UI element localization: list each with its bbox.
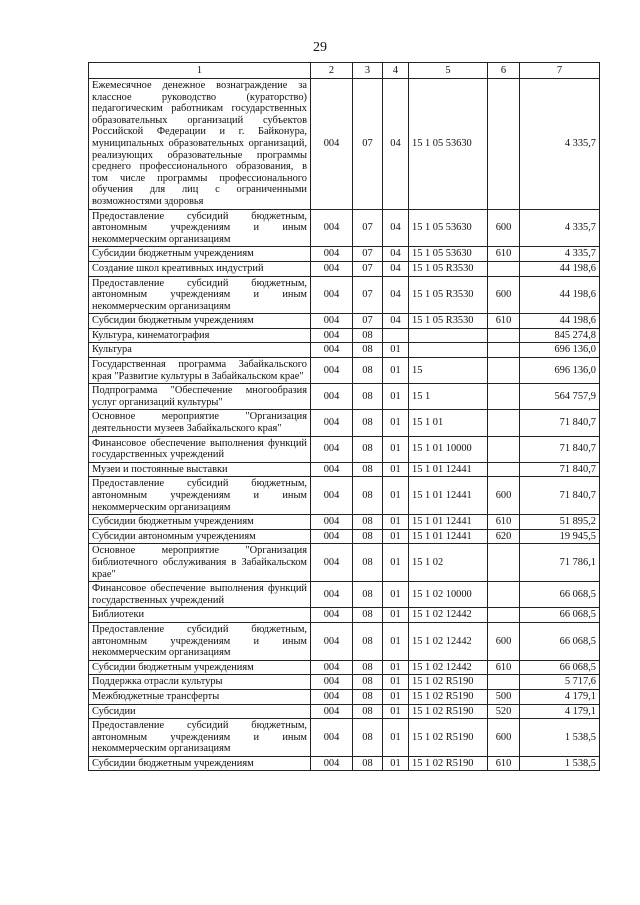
target-article-code: 15 1 02 R5190 [409, 689, 488, 704]
ministry-code: 004 [311, 436, 353, 462]
target-article-code: 15 1 02 12442 [409, 660, 488, 675]
target-article-code [409, 328, 488, 343]
table-row [89, 675, 600, 690]
expense-item-name: Музеи и постоянные выставки [89, 462, 311, 477]
subsection-code: 01 [383, 608, 409, 623]
section-code: 07 [353, 314, 383, 329]
expense-item-name: Субсидии автономным учреждениям [89, 529, 311, 544]
target-article-code: 15 [409, 358, 488, 384]
amount-value: 19 945,5 [520, 529, 600, 544]
ministry-code: 004 [311, 343, 353, 358]
table-row [89, 79, 600, 210]
ministry-code: 004 [311, 276, 353, 314]
ministry-code: 004 [311, 477, 353, 515]
target-article-code: 15 1 02 12442 [409, 608, 488, 623]
amount-value: 4 335,7 [520, 79, 600, 210]
target-article-code: 15 1 02 R5190 [409, 756, 488, 771]
expense-type-code [488, 410, 520, 436]
amount-value: 66 068,5 [520, 660, 600, 675]
ministry-code: 004 [311, 529, 353, 544]
column-header: 3 [353, 63, 383, 79]
expense-type-code: 600 [488, 209, 520, 247]
ministry-code: 004 [311, 247, 353, 262]
table-row [89, 608, 600, 623]
expense-type-code [488, 436, 520, 462]
section-code: 08 [353, 477, 383, 515]
ministry-code: 004 [311, 719, 353, 757]
table-row [89, 343, 600, 358]
ministry-code: 004 [311, 608, 353, 623]
amount-value: 44 198,6 [520, 261, 600, 276]
amount-value: 1 538,5 [520, 719, 600, 757]
table-row [89, 719, 600, 757]
amount-value: 4 335,7 [520, 247, 600, 262]
amount-value: 1 538,5 [520, 756, 600, 771]
target-article-code: 15 1 01 10000 [409, 436, 488, 462]
target-article-code: 15 1 02 R5190 [409, 719, 488, 757]
section-code: 08 [353, 622, 383, 660]
expense-type-code [488, 384, 520, 410]
target-article-code: 15 1 05 R3530 [409, 276, 488, 314]
page-number: 29 [313, 40, 327, 55]
column-header: 4 [383, 63, 409, 79]
subsection-code: 01 [383, 719, 409, 757]
expense-item-name: Субсидии [89, 704, 311, 719]
column-header: 5 [409, 63, 488, 79]
expense-type-code [488, 79, 520, 210]
section-code: 07 [353, 276, 383, 314]
column-header: 6 [488, 63, 520, 79]
target-article-code: 15 1 05 53630 [409, 209, 488, 247]
section-code: 08 [353, 756, 383, 771]
expense-type-code [488, 462, 520, 477]
section-code: 08 [353, 675, 383, 690]
table-row [89, 209, 600, 247]
ministry-code: 004 [311, 660, 353, 675]
expense-item-name: Финансовое обеспечение выполнения функций государственных учреждений [89, 582, 311, 608]
expense-item-name: Подпрограмма "Обеспечение многообразия услуг организаций культуры" [89, 384, 311, 410]
section-code: 07 [353, 261, 383, 276]
target-article-code: 15 1 01 [409, 410, 488, 436]
section-code: 08 [353, 704, 383, 719]
target-article-code: 15 1 05 53630 [409, 247, 488, 262]
target-article-code: 15 1 02 10000 [409, 582, 488, 608]
target-article-code: 15 1 [409, 384, 488, 410]
table-row [89, 544, 600, 582]
subsection-code: 04 [383, 314, 409, 329]
subsection-code: 01 [383, 515, 409, 530]
table-row [89, 756, 600, 771]
amount-value: 71 840,7 [520, 436, 600, 462]
target-article-code: 15 1 05 R3530 [409, 261, 488, 276]
expense-item-name: Культура, кинематография [89, 328, 311, 343]
expense-item-name: Предоставление субсидий бюджетным, автономным учреждениям и иным некоммерческим организациям [89, 622, 311, 660]
subsection-code: 01 [383, 343, 409, 358]
ministry-code: 004 [311, 515, 353, 530]
subsection-code: 01 [383, 582, 409, 608]
section-code: 07 [353, 247, 383, 262]
table-row [89, 358, 600, 384]
amount-value: 51 895,2 [520, 515, 600, 530]
amount-value: 564 757,9 [520, 384, 600, 410]
expense-type-code: 520 [488, 704, 520, 719]
table-row [89, 247, 600, 262]
expense-type-code: 500 [488, 689, 520, 704]
section-code: 08 [353, 529, 383, 544]
amount-value: 696 136,0 [520, 358, 600, 384]
table-row [89, 515, 600, 530]
ministry-code: 004 [311, 462, 353, 477]
expense-item-name: Финансовое обеспечение выполнения функций государственных учреждений [89, 436, 311, 462]
amount-value: 44 198,6 [520, 314, 600, 329]
expense-type-code [488, 675, 520, 690]
subsection-code: 04 [383, 247, 409, 262]
table-row [89, 436, 600, 462]
subsection-code: 01 [383, 544, 409, 582]
target-article-code: 15 1 05 53630 [409, 79, 488, 210]
section-code: 08 [353, 660, 383, 675]
subsection-code [383, 328, 409, 343]
amount-value: 4 335,7 [520, 209, 600, 247]
section-code: 08 [353, 410, 383, 436]
amount-value: 4 179,1 [520, 704, 600, 719]
expense-item-name: Государственная программа Забайкальского края "Развитие культуры в Забайкальском крае" [89, 358, 311, 384]
expense-item-name: Предоставление субсидий бюджетным, автономным учреждениям и иным некоммерческим организациям [89, 209, 311, 247]
ministry-code: 004 [311, 261, 353, 276]
subsection-code: 01 [383, 358, 409, 384]
ministry-code: 004 [311, 328, 353, 343]
amount-value: 4 179,1 [520, 689, 600, 704]
table-row [89, 328, 600, 343]
table-row [89, 689, 600, 704]
column-header: 2 [311, 63, 353, 79]
column-header: 1 [89, 63, 311, 79]
section-code: 08 [353, 328, 383, 343]
section-code: 08 [353, 719, 383, 757]
amount-value: 71 840,7 [520, 462, 600, 477]
subsection-code: 01 [383, 384, 409, 410]
expense-item-name: Основное мероприятие "Организация библиотечного обслуживания в Забайкальском крае" [89, 544, 311, 582]
subsection-code: 01 [383, 529, 409, 544]
target-article-code: 15 1 01 12441 [409, 529, 488, 544]
table-row [89, 660, 600, 675]
target-article-code: 15 1 05 R3530 [409, 314, 488, 329]
expense-item-name: Ежемесячное денежное вознаграждение за классное руководство (кураторство) педагогическим работникам государственных образовательных организаций субъектов Российской Федерации и г. Байконура, муниципальных образовательных организаций, реализующих образовательные программы среднего профессионального образования, в том числе программы профессионального обучения для лиц с ограниченными возможностями здоровья [89, 79, 311, 210]
section-code: 08 [353, 384, 383, 410]
section-code: 08 [353, 515, 383, 530]
table-row [89, 529, 600, 544]
expense-type-code: 600 [488, 719, 520, 757]
expense-type-code: 610 [488, 247, 520, 262]
target-article-code [409, 343, 488, 358]
ministry-code: 004 [311, 384, 353, 410]
subsection-code: 01 [383, 756, 409, 771]
expense-type-code [488, 328, 520, 343]
expense-item-name: Поддержка отрасли культуры [89, 675, 311, 690]
subsection-code: 04 [383, 276, 409, 314]
table-row [89, 622, 600, 660]
subsection-code: 01 [383, 660, 409, 675]
ministry-code: 004 [311, 582, 353, 608]
expense-item-name: Субсидии бюджетным учреждениям [89, 660, 311, 675]
target-article-code: 15 1 02 [409, 544, 488, 582]
expense-type-code [488, 343, 520, 358]
section-code: 08 [353, 343, 383, 358]
table-row [89, 704, 600, 719]
subsection-code: 01 [383, 436, 409, 462]
table-row [89, 261, 600, 276]
target-article-code: 15 1 02 12442 [409, 622, 488, 660]
amount-value: 696 136,0 [520, 343, 600, 358]
expense-item-name: Предоставление субсидий бюджетным, автономным учреждениям и иным некоммерческим организациям [89, 719, 311, 757]
ministry-code: 004 [311, 675, 353, 690]
expense-item-name: Субсидии бюджетным учреждениям [89, 247, 311, 262]
amount-value: 71 786,1 [520, 544, 600, 582]
section-code: 08 [353, 582, 383, 608]
target-article-code: 15 1 02 R5190 [409, 704, 488, 719]
amount-value: 66 068,5 [520, 622, 600, 660]
subsection-code: 01 [383, 675, 409, 690]
amount-value: 66 068,5 [520, 608, 600, 623]
target-article-code: 15 1 01 12441 [409, 477, 488, 515]
section-code: 07 [353, 79, 383, 210]
expense-type-code [488, 608, 520, 623]
ministry-code: 004 [311, 314, 353, 329]
expense-item-name: Создание школ креативных индустрий [89, 261, 311, 276]
column-header: 7 [520, 63, 600, 79]
ministry-code: 004 [311, 756, 353, 771]
section-code: 08 [353, 436, 383, 462]
subsection-code: 04 [383, 209, 409, 247]
expense-type-code: 600 [488, 622, 520, 660]
subsection-code: 01 [383, 704, 409, 719]
expense-type-code: 610 [488, 660, 520, 675]
expense-item-name: Межбюджетные трансферты [89, 689, 311, 704]
target-article-code: 15 1 01 12441 [409, 462, 488, 477]
subsection-code: 04 [383, 261, 409, 276]
ministry-code: 004 [311, 544, 353, 582]
subsection-code: 01 [383, 477, 409, 515]
ministry-code: 004 [311, 358, 353, 384]
amount-value: 44 198,6 [520, 276, 600, 314]
expense-type-code: 610 [488, 515, 520, 530]
subsection-code: 01 [383, 462, 409, 477]
budget-table [88, 62, 600, 771]
table-row [89, 462, 600, 477]
target-article-code: 15 1 01 12441 [409, 515, 488, 530]
expense-type-code: 610 [488, 756, 520, 771]
expense-type-code [488, 261, 520, 276]
expense-type-code: 620 [488, 529, 520, 544]
expense-item-name: Основное мероприятие "Организация деятельности музеев Забайкальского края" [89, 410, 311, 436]
ministry-code: 004 [311, 689, 353, 704]
section-code: 08 [353, 358, 383, 384]
table-row [89, 314, 600, 329]
table-row [89, 276, 600, 314]
table-row [89, 384, 600, 410]
expense-item-name: Субсидии бюджетным учреждениям [89, 756, 311, 771]
expense-type-code [488, 358, 520, 384]
section-code: 08 [353, 544, 383, 582]
ministry-code: 004 [311, 410, 353, 436]
expense-type-code [488, 544, 520, 582]
subsection-code: 04 [383, 79, 409, 210]
expense-type-code: 600 [488, 276, 520, 314]
table-header-row [89, 63, 600, 79]
expense-type-code [488, 582, 520, 608]
amount-value: 71 840,7 [520, 410, 600, 436]
amount-value: 845 274,8 [520, 328, 600, 343]
expense-item-name: Субсидии бюджетным учреждениям [89, 314, 311, 329]
target-article-code: 15 1 02 R5190 [409, 675, 488, 690]
section-code: 08 [353, 608, 383, 623]
expense-item-name: Культура [89, 343, 311, 358]
expense-type-code: 600 [488, 477, 520, 515]
expense-type-code: 610 [488, 314, 520, 329]
ministry-code: 004 [311, 79, 353, 210]
expense-item-name: Предоставление субсидий бюджетным, автономным учреждениям и иным некоммерческим организациям [89, 477, 311, 515]
ministry-code: 004 [311, 704, 353, 719]
table-row [89, 582, 600, 608]
expense-item-name: Предоставление субсидий бюджетным, автономным учреждениям и иным некоммерческим организациям [89, 276, 311, 314]
subsection-code: 01 [383, 410, 409, 436]
ministry-code: 004 [311, 209, 353, 247]
expense-item-name: Библиотеки [89, 608, 311, 623]
amount-value: 5 717,6 [520, 675, 600, 690]
section-code: 08 [353, 689, 383, 704]
subsection-code: 01 [383, 622, 409, 660]
amount-value: 71 840,7 [520, 477, 600, 515]
section-code: 07 [353, 209, 383, 247]
table-row [89, 410, 600, 436]
section-code: 08 [353, 462, 383, 477]
table-row [89, 477, 600, 515]
expense-item-name: Субсидии бюджетным учреждениям [89, 515, 311, 530]
amount-value: 66 068,5 [520, 582, 600, 608]
ministry-code: 004 [311, 622, 353, 660]
subsection-code: 01 [383, 689, 409, 704]
